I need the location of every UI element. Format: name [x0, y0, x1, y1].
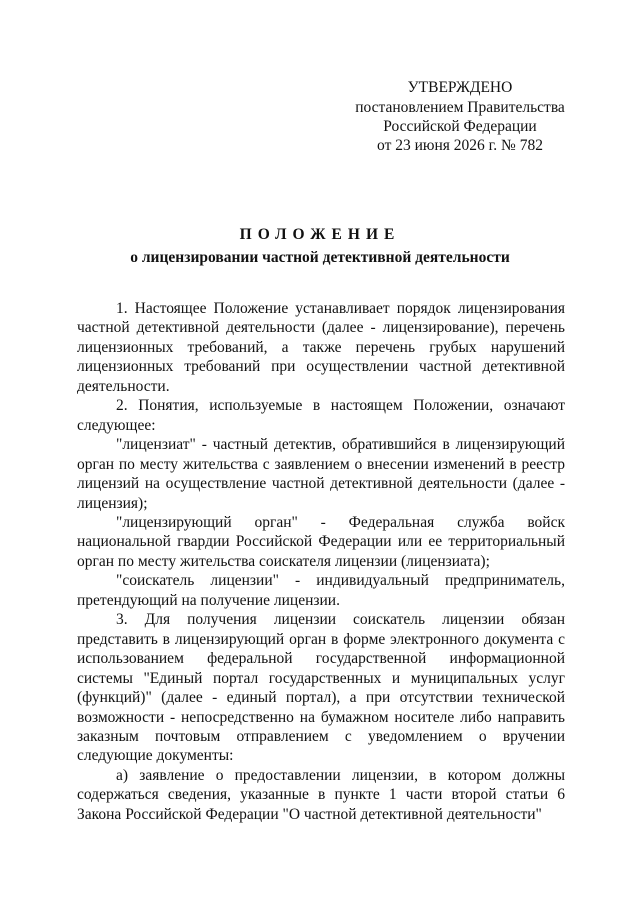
approval-line: постановлением Правительства — [355, 99, 565, 116]
paragraph: 3. Для получения лицензии соискатель лицензии обязан представить в лицензирующий орган в форме электронного документа с использованием федеральной государственной информационной системы "Единый портал государственных и муниципальных услуг (функций)" (далее - единый портал), а при отсутствии технической возможности - непосредственно на бумажном носителе либо направить заказным почтовым отправлением с уведомлением о вручении следующие документы: — [77, 611, 565, 765]
document-body — [77, 299, 565, 824]
paragraph: а) заявление о предоставлении лицензии, в котором должны содержаться сведения, указанные в пункте 1 части второй статьи 6 Закона Российской Федерации "О частной детективной деятельности" — [77, 766, 565, 823]
paragraph: 1. Настоящее Положение устанавливает порядок лицензирования частной детективной деятельности (далее - лицензирование), перечень лицензионных требований, а также перечень грубых нарушений лицензионных требований при осуществлении частной детективной деятельности. — [77, 300, 565, 395]
approval-heading: УТВЕРЖДЕНО — [407, 79, 513, 96]
document-title: ПОЛОЖЕНИЕ — [239, 226, 401, 243]
document-subtitle: о лицензировании частной детективной деятельности — [130, 249, 510, 266]
approval-date-number: от 23 июня 2026 г. № 782 — [377, 137, 543, 154]
approval-line: Российской Федерации — [383, 118, 537, 135]
paragraph: "соискатель лицензии" - индивидуальный предприниматель, претендующий на получение лицензии. — [77, 572, 565, 609]
paragraph: 2. Понятия, используемые в настоящем Положении, означают следующее: — [77, 397, 565, 434]
paragraph: "лицензиат" - частный детектив, обратившийся в лицензирующий орган по месту жительства с заявлением о внесении изменений в реестр лицензий на осуществление частной детективной деятельности (далее - лицензия); — [77, 436, 565, 512]
approval-stamp — [330, 78, 590, 155]
paragraph: "лицензирующий орган" - Федеральная служба войск национальной гвардии Российской Федерации или ее территориальный орган по месту жительства соискателя лицензии (лицензиата); — [77, 513, 565, 570]
